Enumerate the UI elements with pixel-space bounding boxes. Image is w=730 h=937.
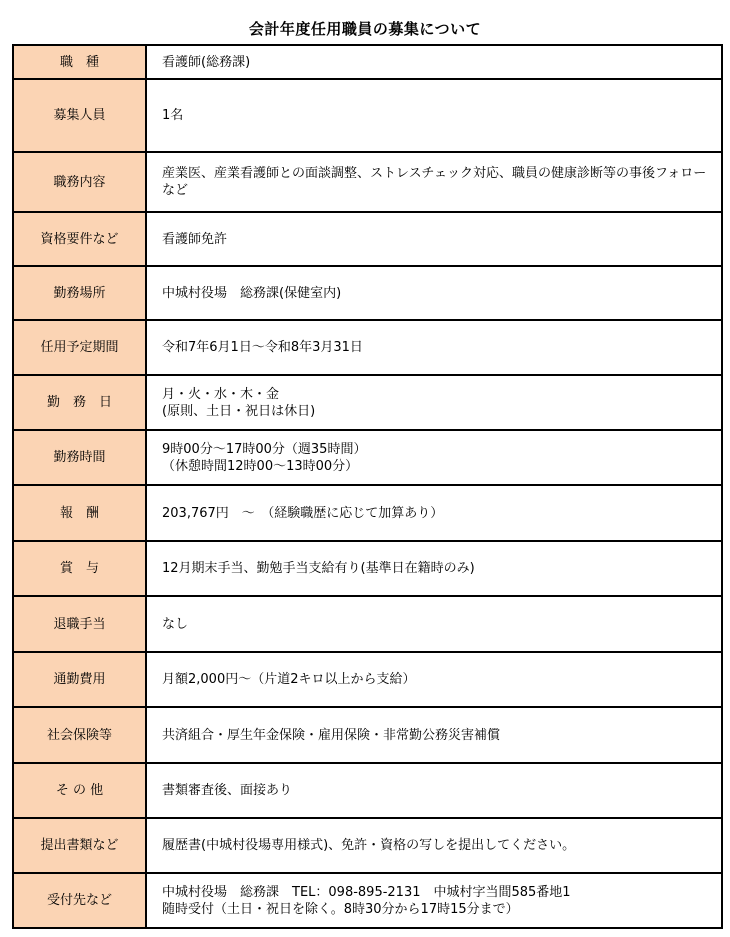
value-appointment-period	[146, 320, 722, 375]
label-contact: 受付先など	[13, 873, 146, 928]
row-job-type	[13, 45, 722, 79]
row-contact	[13, 873, 722, 928]
value-line: 看護師(総務課)	[162, 54, 251, 70]
row-work-location	[13, 266, 722, 320]
label-work-days: 勤 務 日	[13, 375, 146, 430]
value-line: なし	[162, 616, 189, 632]
label-qualifications: 資格要件など	[13, 212, 146, 266]
value-line: 203,767円 ～ （経験職歴に応じて加算あり）	[162, 505, 444, 521]
label-job-type: 職 種	[13, 45, 146, 79]
value-line: 月・火・水・木・金	[162, 386, 280, 402]
recruitment-table	[12, 44, 723, 929]
row-documents	[13, 818, 722, 873]
value-work-location	[146, 266, 722, 320]
row-duties	[13, 152, 722, 212]
value-line: 令和7年6月1日～令和8年3月31日	[162, 340, 363, 355]
value-line: 1名	[162, 108, 184, 123]
label-other: そ の 他	[13, 763, 146, 818]
value-line: （休憩時間12時00～13時00分）	[162, 458, 359, 474]
label-bonus: 賞 与	[13, 541, 146, 596]
value-retirement-allowance	[146, 596, 722, 652]
value-social-insurance	[146, 707, 722, 763]
label-retirement-allowance: 退職手当	[13, 596, 146, 652]
value-line: 産業医、産業看護師との面談調整、ストレスチェック対応、職員の健康診断等の事後フォローなど	[162, 166, 707, 198]
value-line: 共済組合・厚生年金保険・雇用保険・非常勤公務災害補償	[162, 727, 501, 743]
value-line: 中城村役場 総務課 TEL：098-895-2131 中城村字当間585番地1	[162, 884, 571, 900]
row-other	[13, 763, 722, 818]
row-appointment-period	[13, 320, 722, 375]
document-title: 会計年度任用職員の募集について	[248, 20, 482, 38]
label-social-insurance: 社会保険等	[13, 707, 146, 763]
label-work-hours: 勤務時間	[13, 430, 146, 485]
value-other	[146, 763, 722, 818]
row-commuting-allowance	[13, 652, 722, 707]
row-work-days	[13, 375, 722, 430]
value-compensation	[146, 485, 722, 541]
value-work-days	[146, 375, 722, 430]
row-compensation	[13, 485, 722, 541]
value-commuting-allowance	[146, 652, 722, 707]
value-line: 12月期末手当、勤勉手当支給有り(基準日在籍時のみ)	[162, 561, 475, 576]
row-bonus	[13, 541, 722, 596]
row-qualifications	[13, 212, 722, 266]
label-commuting-allowance: 通勤費用	[13, 652, 146, 707]
row-retirement-allowance	[13, 596, 722, 652]
value-line: 9時00分～17時00分（週35時間）	[162, 441, 367, 457]
label-number-of-openings: 募集人員	[13, 79, 146, 152]
label-compensation: 報 酬	[13, 485, 146, 541]
value-line: 中城村役場 総務課(保健室内)	[162, 285, 342, 301]
label-duties: 職務内容	[13, 152, 146, 212]
value-line: 履歴書(中城村役場専用様式)、免許・資格の写しを提出してください。	[162, 838, 576, 853]
value-documents	[146, 818, 722, 873]
value-line: (原則、土日・祝日は休日)	[162, 403, 316, 419]
row-work-hours	[13, 430, 722, 485]
value-line: 随時受付（土日・祝日を除く。8時30分から17時15分まで）	[162, 901, 519, 917]
value-line: 看護師免許	[162, 231, 228, 247]
value-number-of-openings	[146, 79, 722, 152]
row-number-of-openings	[13, 79, 722, 152]
row-social-insurance	[13, 707, 722, 763]
value-line: 書類審査後、面接あり	[162, 783, 293, 798]
value-line: 月額2,000円～（片道2キロ以上から支給）	[162, 672, 416, 687]
label-work-location: 勤務場所	[13, 266, 146, 320]
value-duties	[146, 152, 722, 212]
label-appointment-period: 任用予定期間	[13, 320, 146, 375]
value-bonus	[146, 541, 722, 596]
label-documents: 提出書類など	[13, 818, 146, 873]
value-work-hours	[146, 430, 722, 485]
value-qualifications	[146, 212, 722, 266]
value-contact	[146, 873, 722, 928]
value-job-type	[146, 45, 722, 79]
